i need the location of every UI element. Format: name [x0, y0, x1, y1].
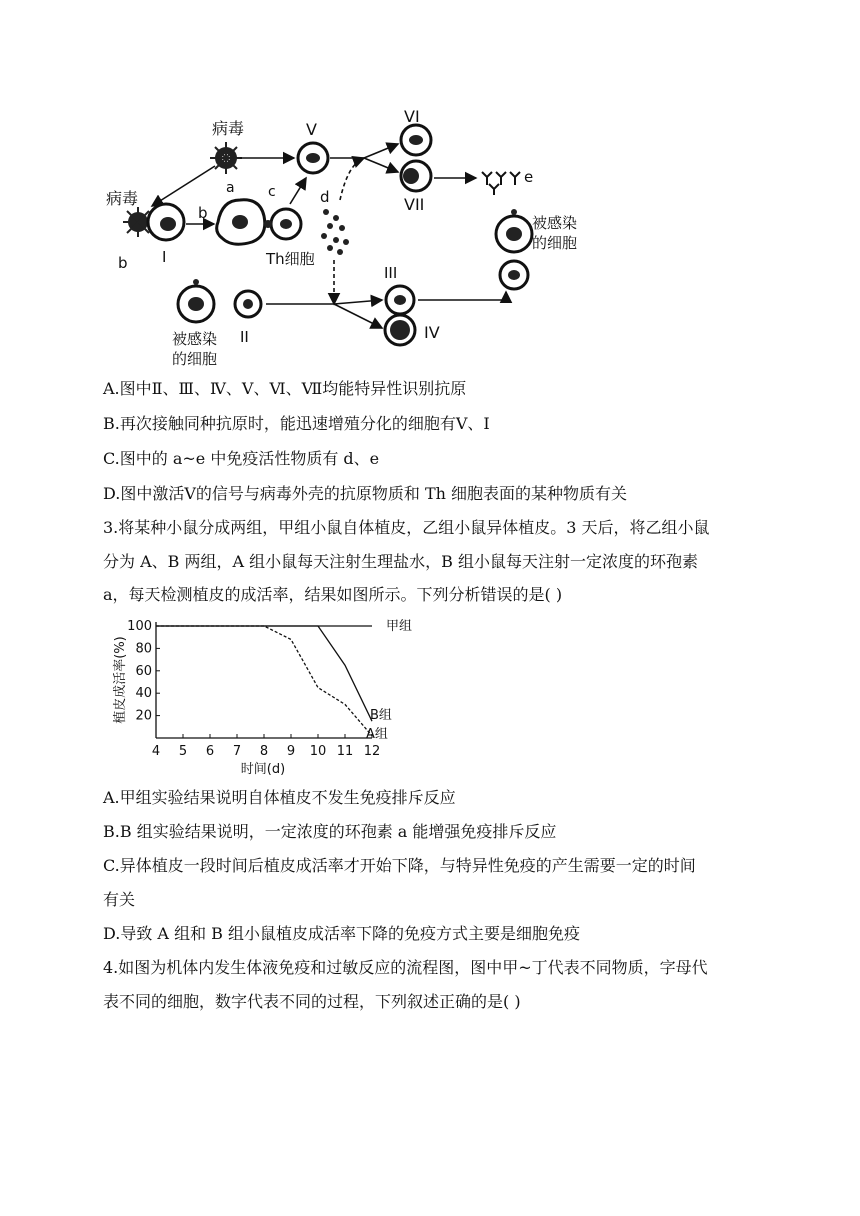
x-tick-label: 7 [232, 744, 242, 759]
x-tick-label: 12 [363, 744, 381, 759]
cell-I-icon [148, 204, 184, 240]
cytokine-dots-icon [321, 209, 349, 255]
label-b2: b [198, 204, 208, 222]
series-label-1: B组 [370, 708, 392, 724]
label-c: c [268, 184, 276, 200]
cell-VI-label: VI [404, 107, 420, 126]
cell-I-label: I [162, 248, 167, 266]
label-e: e [524, 168, 534, 186]
cell-VII-label: VII [404, 195, 425, 214]
infected-left-label-1: 被感染 [172, 330, 218, 348]
y-tick-label: 60 [135, 663, 152, 679]
q2-option-d: D.图中激活Ⅴ的信号与病毒外壳的抗原物质和 Th 细胞表面的某种物质有关 [103, 484, 628, 503]
q2-option-a: A.图中Ⅱ、Ⅲ、Ⅳ、Ⅴ、Ⅵ、Ⅶ均能特异性识别抗原 [103, 379, 467, 398]
x-tick-label: 8 [259, 744, 269, 759]
q3-option-d: D.导致 A 组和 B 组小鼠植皮成活率下降的免疫方式主要是细胞免疫 [103, 924, 581, 943]
virus-top-icon [210, 142, 242, 174]
cell-III-icon [386, 286, 414, 314]
label-b1: b [118, 254, 128, 272]
antigen-presenting-cell-icon [217, 200, 265, 244]
series-line-2 [156, 626, 372, 736]
q3-option-c-line-2: 有关 [103, 890, 136, 909]
chart-axes [156, 622, 372, 738]
y-tick-label: 20 [135, 708, 152, 724]
y-axis-label: 植皮成活率(%) [113, 636, 128, 724]
x-tick-label: 6 [205, 744, 215, 759]
th-cell-icon [264, 209, 301, 239]
series-label-0: 甲组 [386, 619, 413, 634]
q3-option-a: A.甲组实验结果说明自体植皮不发生免疫排斥反应 [103, 788, 456, 807]
q2-option-b: B.再次接触同种抗原时，能迅速增殖分化的细胞有Ⅴ、Ⅰ [103, 414, 490, 433]
q4-stem-line-2: 表不同的细胞，数字代表不同的过程，下列叙述正确的是( ) [103, 992, 521, 1011]
y-tick-label: 100 [127, 619, 152, 634]
q3-option-b: B.B 组实验结果说明，一定浓度的环孢素 a 能增强免疫排斥反应 [103, 822, 557, 841]
cell-V-label: V [306, 120, 317, 139]
x-axis-label: 时间(d) [240, 762, 286, 777]
series-line-1 [156, 626, 372, 721]
infected-right-label-2: 的细胞 [532, 234, 578, 252]
y-tick-label: 40 [135, 686, 152, 702]
infected-left-label-2: 的细胞 [172, 350, 218, 368]
immune-response-diagram [100, 100, 590, 370]
virus-left-label: 病毒 [106, 189, 139, 208]
cell-V-icon [298, 143, 328, 173]
infected-cell-right-icon [496, 209, 532, 289]
cell-IV-label: IV [424, 323, 440, 342]
cell-III-label: III [384, 264, 398, 282]
x-tick-label: 10 [309, 744, 327, 759]
cell-IV-icon [385, 315, 415, 345]
x-tick-label: 11 [336, 744, 354, 759]
infected-right-label-1: 被感染 [532, 214, 578, 232]
q3-option-c-line-1: C.异体植皮一段时间后植皮成活率才开始下降，与特异性免疫的产生需要一定的时间 [103, 856, 696, 875]
virus-top-label: 病毒 [212, 119, 245, 138]
q3-stem-line-2: 分为 A、B 两组，A 组小鼠每天注射生理盐水，B 组小鼠每天注射一定浓度的环孢素 [103, 552, 698, 571]
y-tick-label: 80 [135, 641, 152, 657]
cell-II-label: II [240, 328, 249, 346]
cell-VI-icon [401, 125, 431, 155]
x-tick-label: 9 [286, 744, 296, 759]
antibody-icon [482, 172, 520, 195]
chart-series [156, 619, 412, 742]
q4-stem-line-1: 4.如图为机体内发生体液免疫和过敏反应的流程图，图中甲~丁代表不同物质，字母代 [103, 958, 708, 977]
infected-cell-left-icon [178, 279, 261, 322]
graft-survival-chart [100, 610, 430, 780]
q3-stem-line-1: 3.将某种小鼠分成两组，甲组小鼠自体植皮，乙组小鼠异体植皮。3 天后，将乙组小鼠 [103, 518, 710, 537]
q2-option-c: C.图中的 a~e 中免疫活性物质有 d、e [103, 449, 380, 468]
x-tick-label: 5 [178, 744, 188, 759]
th-cell-label: Th细胞 [266, 250, 315, 268]
label-d: d [320, 188, 330, 206]
cell-VII-icon [401, 161, 431, 191]
x-tick-label: 4 [151, 744, 161, 759]
q3-stem-line-3: a，每天检测植皮的成活率，结果如图所示。下列分析错误的是( ) [103, 585, 563, 604]
label-a: a [226, 180, 235, 196]
series-label-2: A组 [366, 726, 388, 742]
